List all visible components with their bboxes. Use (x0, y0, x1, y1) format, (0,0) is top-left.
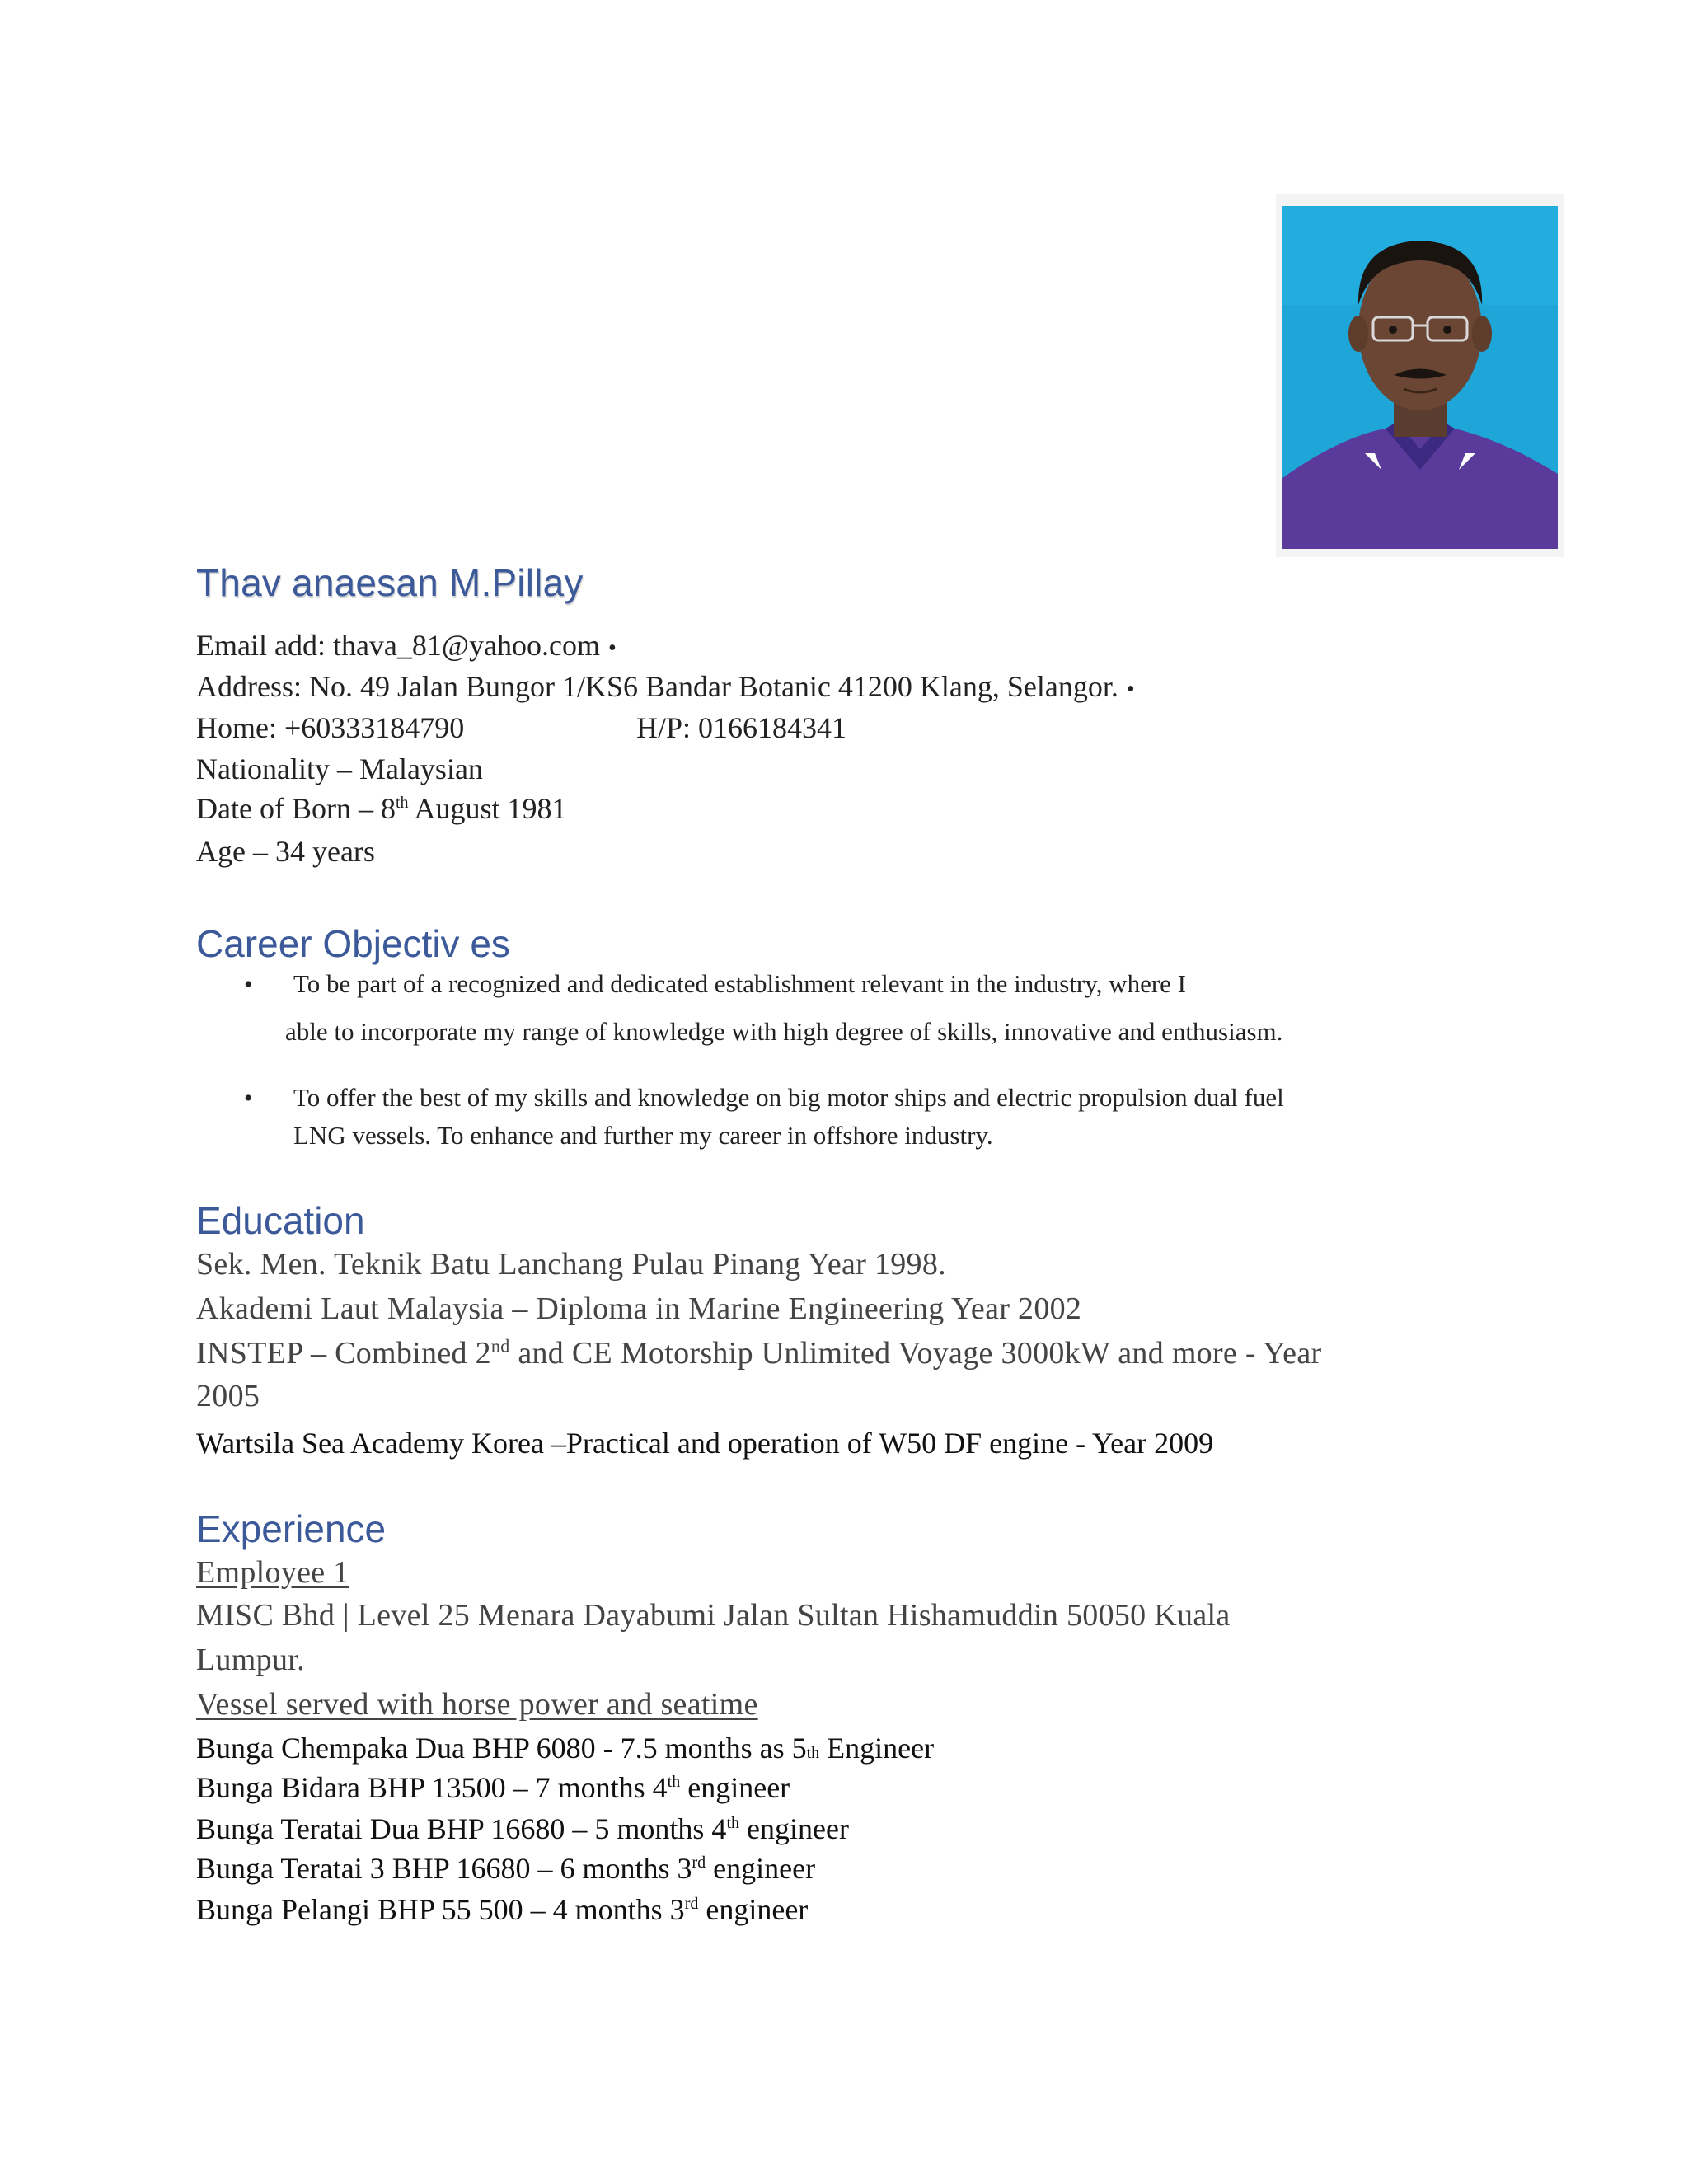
education-item-1: Sek. Men. Teknik Batu Lanchang Pulau Pinang Year 1998. (196, 1247, 946, 1282)
career-objectives-heading: Career Objectiv es (196, 922, 510, 965)
vessel-role: engineer (680, 1771, 790, 1804)
vessel-desc: Bunga Chempaka Dua BHP 6080 - 7.5 months as 5 (196, 1732, 807, 1765)
dob-suffix-sup: th (395, 794, 409, 812)
vessel-item (196, 1731, 934, 1765)
education-item-2: Akademi Laut Malaysia – Diploma in Marine Engineering Year 2002 (196, 1291, 1082, 1326)
bullet-icon: • (608, 635, 617, 661)
address-text: Address: No. 49 Jalan Bungor 1/KS6 Bandar Botanic 41200 Klang, Selangor. (196, 670, 1118, 703)
portrait-image (1282, 206, 1558, 549)
vessel-item (196, 1811, 849, 1846)
vessel-desc: Bunga Bidara BHP 13500 – 7 months 4 (196, 1771, 668, 1804)
education-heading: Education (196, 1199, 365, 1242)
vessel-rank-sup: th (667, 1773, 681, 1791)
vessel-rank-sup: rd (692, 1854, 706, 1872)
vessel-desc: Bunga Pelangi BHP 55 500 – 4 months 3 (196, 1893, 685, 1926)
experience-heading: Experience (196, 1507, 387, 1550)
objective-2-line-2: LNG vessels. To enhance and further my career in offshore industry. (293, 1121, 993, 1150)
vessel-desc: Bunga Teratai Dua BHP 16680 – 5 months 4 (196, 1812, 727, 1845)
employee-label: Employee 1 (196, 1555, 349, 1590)
vessel-desc: Bunga Teratai 3 BHP 16680 – 6 months 3 (196, 1852, 692, 1885)
profile-photo (1276, 194, 1564, 557)
email-line (196, 628, 617, 663)
education-item-3-suffix: and CE Motorship Unlimited Voyage 3000kW and more - Year (509, 1336, 1322, 1371)
education-item-3-continued: 2005 (196, 1379, 260, 1413)
dob-prefix: Date of Born – 8 (196, 792, 396, 825)
vessel-rank-sup: th (806, 1744, 820, 1762)
vessel-rank-sup: rd (684, 1895, 699, 1913)
vessel-item (196, 1851, 815, 1886)
bullet-icon: • (1126, 677, 1135, 702)
vessel-item (196, 1770, 790, 1805)
vessel-role: Engineer (819, 1732, 935, 1765)
objective-1-line-1: To be part of a recognized and dedicated establishment relevant in the industry, where I (293, 969, 1186, 998)
date-of-birth (196, 791, 567, 826)
nationality: Nationality – Malaysian (196, 752, 483, 785)
age: Age – 34 years (196, 835, 375, 868)
vessel-role: engineer (706, 1852, 816, 1885)
education-item-3 (196, 1335, 1321, 1371)
objective-1-line-2: able to incorporate my range of knowledge with high degree of skills, innovative and enthusiasm. (285, 1017, 1283, 1046)
dob-rest: August 1981 (408, 792, 567, 825)
vessel-role: engineer (698, 1893, 809, 1926)
vessel-served-heading: Vessel served with horse power and seatime (196, 1687, 758, 1722)
bullet-icon: • (244, 971, 253, 998)
address-line (196, 669, 1135, 704)
education-item-3-prefix: INSTEP – Combined 2 (196, 1336, 491, 1371)
vessel-item (196, 1892, 808, 1927)
vessel-rank-sup: th (726, 1814, 739, 1832)
education-item-3-sup: nd (490, 1335, 510, 1357)
home-phone: Home: +60333184790 (196, 711, 465, 744)
candidate-name: Thav anaesan M.Pillay (196, 561, 584, 604)
company-address-line-2: Lumpur. (196, 1643, 305, 1677)
bullet-icon: • (244, 1085, 253, 1112)
mobile-phone: H/P: 0166184341 (636, 711, 847, 744)
education-item-4: Wartsila Sea Academy Korea –Practical and operation of W50 DF engine - Year 2009 (196, 1427, 1214, 1460)
objective-2-line-1: To offer the best of my skills and knowledge on big motor ships and electric propulsion dual fuel (293, 1083, 1284, 1112)
email-text: Email add: thava_81@yahoo.com (196, 629, 601, 662)
company-address-line-1: MISC Bhd | Level 25 Menara Dayabumi Jalan Sultan Hishamuddin 50050 Kuala (196, 1598, 1231, 1633)
vessel-role: engineer (739, 1812, 849, 1845)
